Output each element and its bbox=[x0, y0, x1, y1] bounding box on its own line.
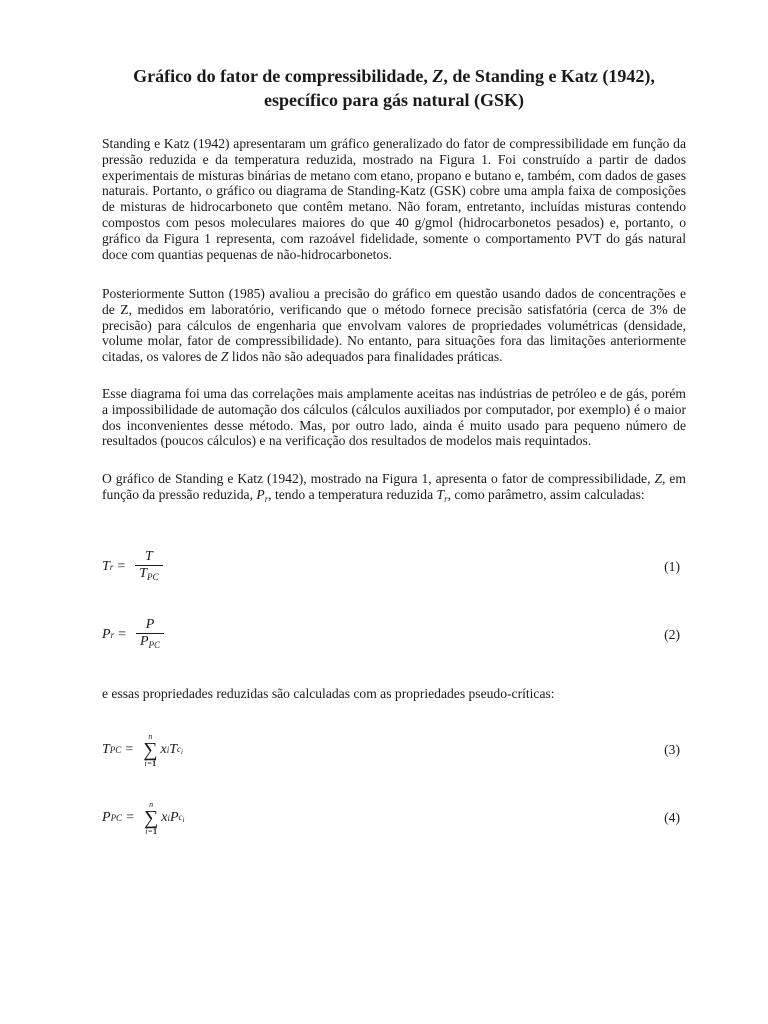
paragraph-4-text-c: , tendo a temperatura reduzida bbox=[268, 486, 437, 502]
equation-2: P r = $\frac{P}{P_{PC}}$ (2) bbox=[102, 610, 686, 660]
document-title bbox=[100, 64, 688, 112]
title-text: Gráfico do fator de compressibilidade, bbox=[133, 66, 433, 86]
summation-symbol: n ∑ i=1 bbox=[143, 732, 158, 768]
equation-number: (1) bbox=[664, 559, 680, 574]
paragraph-4-pr-symbol: $P_r$ bbox=[256, 486, 269, 504]
title-text-cont: , de Standing e Katz (1942), bbox=[443, 66, 655, 86]
paragraph-4-tr-symbol: $T_r$ bbox=[436, 486, 448, 504]
equation-number: (2) bbox=[664, 627, 680, 642]
paragraph-4-text-d: , como parâmetro, assim calculadas: bbox=[447, 486, 645, 502]
paragraph-2 bbox=[102, 286, 686, 365]
paragraph-4-z-symbol: Z bbox=[654, 471, 663, 486]
paragraph-2-z-symbol: Z bbox=[220, 349, 229, 365]
paragraph-5: e essas propriedades reduzidas são calculadas com as propriedades pseudo-críticas: bbox=[102, 686, 555, 701]
paragraph-3: Esse diagrama foi uma das correlações mais amplamente aceitas nas indústrias de petróleo e de gás, porém a impossibilidade de automação dos cálculos (cálculos auxiliados por computador, por exemplo) é o maior dos inconvenientes desse método. Mas, por outro lado, ainda é muito usado para pequeno número de resultados (poucos cálculos) e na verificação dos resultados de modelos mais requintados. bbox=[102, 386, 686, 449]
equation-4: P PC = n ∑ i=1 x i P $c_i$ (4) bbox=[102, 800, 680, 836]
equation-number: (3) bbox=[664, 742, 680, 757]
paragraph-2-text: Posteriormente Sutton (1985) avaliou a precisão do gráfico em questão usando dados de concentrações e de Z, medidos em laboratório, verificando que o método fornece precisão satisfatória (cerca de 3% de precisão) para cálculos de engenharia que envolvam valores de propriedades volumétricas (densidade, volume molar, fator de compressibilidade). No entanto, para situações fora das limitações anteriormente citadas, os valores de bbox=[102, 286, 686, 365]
summation-symbol: n ∑ i=1 bbox=[143, 800, 159, 836]
paragraph-4-text-b: , em função da pressão reduzida, bbox=[102, 471, 686, 502]
title-line-2: específico para gás natural (GSK) bbox=[264, 90, 524, 110]
equation-1: T r = $\frac{T}{T_{PC}}$ (1) bbox=[102, 542, 686, 592]
fraction: $\frac{P}{P_{PC}}$ bbox=[136, 617, 164, 653]
paragraph-4-text: O gráfico de Standing e Katz (1942), mostrado na Figura 1, apresenta o fator de compressibilidade, bbox=[102, 471, 655, 486]
title-z-symbol: Z bbox=[432, 66, 444, 86]
paragraph-4 bbox=[102, 471, 686, 508]
fraction: $\frac{T}{T_{PC}}$ bbox=[135, 549, 162, 585]
paragraph-2-text-end: lidos não são adequados para finalidades práticas. bbox=[228, 349, 503, 365]
equation-number: (4) bbox=[664, 810, 680, 825]
equation-3: T PC = n ∑ i=1 x i T $c_i$ (3) bbox=[102, 732, 680, 768]
paragraph-1: Standing e Katz (1942) apresentaram um gráfico generalizado do fator de compressibilidade em função da pressão reduzida e da temperatura reduzida, mostrado na Figura 1. Foi construído a partir de dados experimentais de misturas binárias de metano com etano, propano e butano e, também, com dados de gases naturais. Portanto, o gráfico ou diagrama de Standing-Katz (GSK) cobre uma ampla faixa de composições de misturas de hidrocarboneto que contêm metano. Não foram, entretanto, incluídas misturas contendo compostos com pesos moleculares maiores do que 40 g/gmol (hidrocarbonetos pesados) e, portanto, o gráfico da Figura 1 representa, com razoável fidelidade, somente o comportamento PVT do gás natural doce com quantias pequenas de não-hidrocarbonetos. bbox=[102, 136, 686, 262]
